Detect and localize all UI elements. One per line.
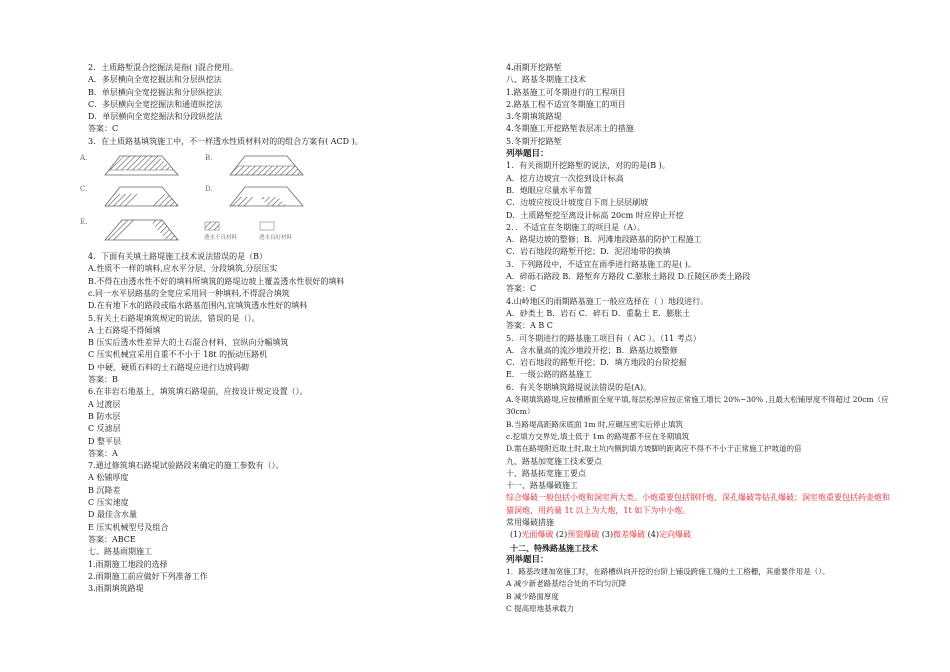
section-heading: 九、路基加宽施工技术要点 bbox=[506, 456, 602, 466]
option-b: B 沉降差 bbox=[88, 485, 121, 495]
question-6: 6．有关冬期填筑路堤说法错误的是(A)。 bbox=[506, 382, 652, 392]
option-c: c.挖填方交界处,填土低于 1m 的路堤都不应在冬期填筑 bbox=[506, 431, 690, 441]
list-item: 2.雨期施工前应做好下列准备工作 bbox=[88, 571, 208, 581]
answer: 答案：ABCE bbox=[88, 534, 136, 544]
option-d: D．单层横向全宽挖掘法和分段纵挖法 bbox=[88, 112, 223, 122]
option-d: D 最佳含水量 bbox=[88, 510, 137, 520]
option-a: A．多层横向全宽挖掘法和分层纵挖法 bbox=[88, 75, 222, 85]
option-a: A.性质不一样的填料,应水平分层、分段填筑,分层压实 bbox=[88, 264, 278, 274]
subheading: 常用爆破措施 bbox=[506, 517, 554, 527]
option-b: B 压实后透水性差异大的土石混合材料，宜纵向分幅填筑 bbox=[88, 338, 289, 348]
option-e: E．一级公路的路基施工 bbox=[506, 370, 592, 380]
list-item: 3.冬期填筑路堤 bbox=[506, 112, 562, 122]
option-b: B 减少路面厚度 bbox=[506, 591, 559, 601]
answer: 答案：A bbox=[88, 448, 118, 458]
option-a: A 松铺厚度 bbox=[88, 473, 129, 483]
option-d: D.需在路堤附近取土时,取土坑内侧到填方坡脚的距离应不得不不小于正常施工护坡道的倍 bbox=[506, 444, 802, 454]
option-a: A 土石路堤不得倾填 bbox=[88, 325, 161, 335]
fig-label-a: A. bbox=[80, 154, 88, 163]
question-7: 7.通过修筑填石路堤试验路段来确定的施工参数有（）。 bbox=[88, 461, 284, 471]
method-name: 预裂爆破 bbox=[567, 530, 600, 540]
options: A．砂类土 B．岩石 C．碎石 D．重黏土 E．膨胀土 bbox=[506, 308, 691, 318]
method-number: (3) bbox=[601, 530, 614, 540]
question-4: 4．下面有关填土路堤施工技术说法错误的是（B） bbox=[88, 252, 267, 262]
method-number: (2) bbox=[555, 530, 568, 540]
option-b: B.当路堤高距路床底面 1m 时,应碾压密实后停止填筑 bbox=[506, 419, 683, 429]
section-heading: 十一、路基爆破施工 bbox=[506, 481, 578, 491]
right-column bbox=[506, 62, 896, 615]
question-2: 2．．不适宜在冬期施工的项目是（A）。 bbox=[506, 222, 645, 232]
method-name: 定向爆破 bbox=[659, 530, 692, 540]
question-3: 3．在土质路基填筑施工中，不一样透水性质材料对的的组合方案有( ACD )。 bbox=[88, 136, 363, 146]
option-d: D．土质路堑挖至离设计标高 20cm 时应停止开挖 bbox=[506, 210, 684, 220]
question-3: 3．下列路段中，不适宜在雨季进行路基施工的是( )。 bbox=[506, 259, 696, 269]
option-a: A 过渡层 bbox=[88, 399, 121, 409]
figure-d bbox=[230, 187, 303, 206]
legend-label-poor: 透水不良材料 bbox=[204, 235, 238, 242]
examples-heading: 列举题目： bbox=[506, 554, 549, 565]
list-item: 2.路基工程不适宜冬期施工的项目 bbox=[506, 99, 626, 109]
fig-label-c: C. bbox=[80, 185, 88, 194]
option-c: C 压实速度 bbox=[88, 498, 129, 508]
question-6: 6.在非岩石地基上，填筑填石路堤前，应按设计规定设置（）。 bbox=[88, 387, 308, 397]
question-1: 1．路基改建加宽施工时，在路槽纵向开挖的台阶上铺设跨施工缝的土工格栅，其重要作用是（）。 bbox=[506, 567, 830, 577]
legend-swatch-poor bbox=[205, 222, 219, 230]
list-item: 4.冬期施工开挖路堑表层冻土的措施 bbox=[506, 124, 634, 134]
option-b: B．炮眼应尽量水平布置 bbox=[506, 185, 592, 195]
embankment-diagram-icon bbox=[80, 150, 340, 248]
legend-swatch-good bbox=[260, 222, 274, 230]
method-name: 光面爆破 bbox=[521, 530, 554, 540]
option-d: D 整平层 bbox=[88, 436, 121, 446]
list-item: 4.雨期开挖路堑 bbox=[506, 63, 562, 72]
option-c: C．边坡应按设计坡度自下而上层层刷坡 bbox=[506, 198, 649, 208]
option-cd: C．岩石地段的路堑开挖；D．填方地段的台阶挖掘 bbox=[506, 358, 687, 368]
answer: 答案：C bbox=[506, 284, 537, 294]
option-b: B.不得在由透水性不好的填料所填筑的路堤边坡上覆盖透水性很好的填料 bbox=[88, 276, 345, 286]
list-item: 1.雨期施工地段的选择 bbox=[88, 559, 168, 569]
section-heading: 八、路基冬期施工技术 bbox=[506, 75, 586, 85]
left-column bbox=[80, 62, 468, 595]
option-a: A.冬期填筑路堤,应按横断面全宽平填,每层松厚应按正常施工增长 20%~30% ,且最大松铺厚度不得超过 20cm（应 30cm） bbox=[506, 395, 889, 417]
option-c: C 提高原地基承载力 bbox=[506, 604, 575, 614]
option-ab: A．路堤边坡的整修；B．河滩地段路基的防护工程施工 bbox=[506, 235, 702, 245]
fig-label-e: E. bbox=[80, 218, 88, 227]
option-ab: A．含水量高的流沙地段开挖；B．路基边坡整修 bbox=[506, 345, 678, 355]
option-a: A 减少新老路基结合处的不均匀沉降 bbox=[506, 579, 627, 589]
option-c: C 反滤层 bbox=[88, 424, 121, 434]
option-c: c.同一水平层路基的全宽应采用同一种填料,不得混合填筑 bbox=[88, 288, 290, 298]
option-d: D.在有地下水的路段或临水路基范围内,宜填筑透水性好的填料 bbox=[88, 301, 308, 311]
option-c: C 压实机械宜采用自重不不小于 18t 的振动压路机 bbox=[88, 350, 268, 360]
examples-heading: 列举题目： bbox=[506, 149, 549, 160]
question-5: 5.有关土石路堤填筑规定的说法，错误的是（）。 bbox=[88, 313, 260, 323]
figure-c bbox=[105, 187, 178, 206]
figure-e bbox=[105, 220, 178, 240]
blasting-methods bbox=[506, 529, 896, 541]
figure-b bbox=[230, 156, 303, 175]
fig-label-b: B. bbox=[205, 154, 213, 163]
section-heading: 七、路基雨期施工 bbox=[88, 547, 152, 557]
list-item: 3.雨期填筑路堤 bbox=[88, 584, 144, 594]
option-a: A．挖方边坡宜一次挖到设计标高 bbox=[506, 173, 624, 183]
figure-a bbox=[105, 156, 178, 175]
option-d: D 中硬、硬质石料的土石路堤应进行边坡码砌 bbox=[88, 362, 249, 372]
blasting-note: 综合爆破一般包括小炮和洞室两大类。小炮重要包括钢钎炮、深孔爆破等钻孔爆破；洞室炮重要包括药壶炮和猫洞炮，用药量 1t 以上为大炮，1t 如下为中小炮。 bbox=[506, 493, 890, 515]
fig-label-d: D. bbox=[205, 185, 213, 194]
question-2: 2．土质路堑混合挖掘法是指( )混合使用。 bbox=[88, 63, 238, 72]
question-4: 4.山岭地区的雨期路基施工一般应选择在（ ）地段进行。 bbox=[506, 296, 709, 306]
options: A．碎砾石路段 B．路堑弃方路段 C.膨胀土路段 D.丘陵区砂类土路段 bbox=[506, 272, 751, 282]
option-c: C．多层横向全宽挖掘法和通道纵挖法 bbox=[88, 99, 223, 109]
option-e: E 压实机械型号及组合 bbox=[88, 522, 169, 532]
answer: 答案：B bbox=[88, 375, 118, 385]
answer: 答案：C bbox=[88, 124, 119, 134]
method-number: (1) bbox=[510, 530, 522, 540]
option-b: B 防水层 bbox=[88, 411, 121, 421]
legend-label-good: 透水良好材料 bbox=[259, 235, 293, 242]
list-item: 5.冬期开挖路堑 bbox=[506, 136, 562, 146]
answer: 答案：A B C bbox=[506, 321, 553, 331]
list-item: 1.路基施工可冬期进行的工程项目 bbox=[506, 87, 626, 97]
method-name: 微差爆破 bbox=[613, 530, 646, 540]
question-5: 5．可冬期进行的路基施工项目有（ AC ）。（11 考点） bbox=[506, 333, 701, 343]
option-cd: C．岩石地段的路堑开挖；D．泥沼地带的换填 bbox=[506, 247, 671, 257]
section-heading: 十二、特殊路基施工技术 bbox=[510, 542, 598, 553]
option-b: B．单层横向全宽挖掘法和分层纵挖法 bbox=[88, 87, 222, 97]
question-1: 1．有关雨期开挖路堑的说法，对的的是(B )。 bbox=[506, 161, 670, 171]
section-heading: 十、路基拓宽施工要点 bbox=[506, 468, 586, 478]
method-number: (4) bbox=[647, 530, 660, 540]
